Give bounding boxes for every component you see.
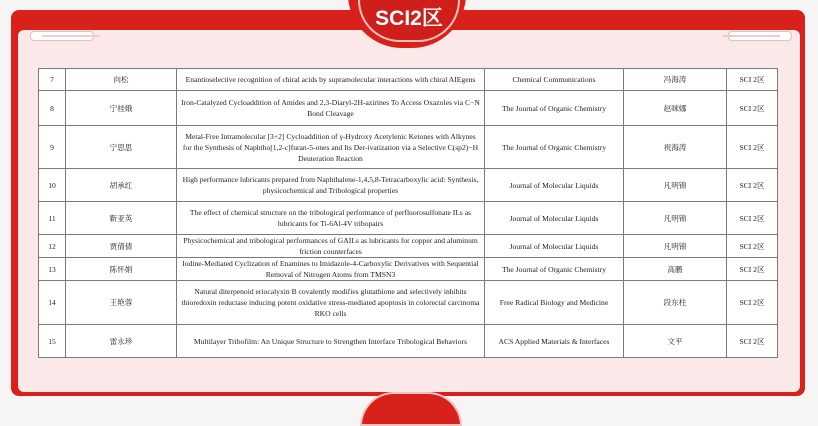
paper-title-cell: Metal-Free Intramolecular [3+2] Cycloaddition of γ-Hydroxy Acetylenic Ketones with Alkynes for the Synthesis of Naphtho[1,2-c]furan-5-ones and Its Der-ivatization via a Selective C(sp2)−H Deuteration Reaction (177, 126, 485, 169)
row-number: 8 (39, 91, 66, 126)
paper-table-container (38, 68, 777, 358)
journal-cell: The Journal of Organic Chemistry (485, 258, 624, 281)
sci-level-cell: SCI 2区 (727, 202, 778, 235)
supervisor-cell: 段东柱 (624, 281, 727, 325)
paper-title-cell: Natural diterpenoid eriocalyxin B covalently modifies glutathione and selectively inhibits thioredoxin reductase inducing potent oxidative stress-mediated apoptosis in colorectal carcinoma RKO cells (177, 281, 485, 325)
journal-cell: Journal of Molecular Liquids (485, 202, 624, 235)
sci-level-cell: SCI 2区 (727, 235, 778, 258)
author-cell: 宁桂娥 (66, 91, 177, 126)
sci-level-cell: SCI 2区 (727, 91, 778, 126)
sci-level-cell: SCI 2区 (727, 69, 778, 91)
paper-title-cell: Enantioselective recognition of chiral acids by supramolecular interactions with chiral AIEgens (177, 69, 485, 91)
supervisor-cell: 凡明锦 (624, 235, 727, 258)
paper-title-cell: Multilayer Tribofilm: An Unique Structure to Strengthen Interface Tribological Behaviors (177, 325, 485, 358)
journal-cell: ACS Applied Materials & Interfaces (485, 325, 624, 358)
author-cell: 陈怀娟 (66, 258, 177, 281)
supervisor-cell: 文平 (624, 325, 727, 358)
left-decoration (30, 31, 100, 41)
row-number: 14 (39, 281, 66, 325)
row-number: 11 (39, 202, 66, 235)
journal-cell: The Journal of Organic Chemistry (485, 126, 624, 169)
table-row (39, 258, 778, 281)
table-row (39, 281, 778, 325)
row-number: 13 (39, 258, 66, 281)
paper-table (38, 68, 778, 358)
journal-cell: Free Radical Biology and Medicine (485, 281, 624, 325)
paper-title-cell: The effect of chemical structure on the tribological performance of perfluorosulfonate ILs as lubricants for Ti-6Al-4V tribopairs (177, 202, 485, 235)
sci-level-cell: SCI 2区 (727, 169, 778, 202)
paper-title-cell: Physicochemical and tribological performances of GAILs as lubricants for copper and aluminum friction counterfaces (177, 235, 485, 258)
author-cell: 贾倩倩 (66, 235, 177, 258)
row-number: 9 (39, 126, 66, 169)
supervisor-cell: 祝海涛 (624, 126, 727, 169)
row-number: 10 (39, 169, 66, 202)
author-cell: 宁思思 (66, 126, 177, 169)
author-cell: 雷永珍 (66, 325, 177, 358)
author-cell: 胡承红 (66, 169, 177, 202)
sci-level-cell: SCI 2区 (727, 258, 778, 281)
paper-title-cell: Iodine-Mediated Cyclization of Enamines to Imidazole-4-Carboxylic Derivatives with Sequential Removal of Nitrogen Atoms from TMSN3 (177, 258, 485, 281)
author-cell: 王艳蓉 (66, 281, 177, 325)
table-row (39, 325, 778, 358)
right-decoration (722, 31, 792, 41)
sci-level-cell: SCI 2区 (727, 126, 778, 169)
journal-cell: The Journal of Organic Chemistry (485, 91, 624, 126)
journal-cell: Chemical Communications (485, 69, 624, 91)
paper-title-cell: High performance lubricants prepared from Naphthalene-1,4,5,8-Tetracarboxylic acid: Synthesis, physicochemical and Tribological properties (177, 169, 485, 202)
table-row (39, 202, 778, 235)
supervisor-cell: 冯海涛 (624, 69, 727, 91)
supervisor-cell: 凡明锦 (624, 202, 727, 235)
supervisor-cell: 赵咪娜 (624, 91, 727, 126)
author-cell: 向松 (66, 69, 177, 91)
journal-cell: Journal of Molecular Liquids (485, 169, 624, 202)
row-number: 12 (39, 235, 66, 258)
table-row (39, 169, 778, 202)
table-row (39, 126, 778, 169)
table-row (39, 69, 778, 91)
bottom-badge-arc (360, 392, 462, 426)
sci-level-cell: SCI 2区 (727, 281, 778, 325)
author-cell: 靳亚英 (66, 202, 177, 235)
row-number: 15 (39, 325, 66, 358)
supervisor-cell: 凡明锦 (624, 169, 727, 202)
journal-cell: Journal of Molecular Liquids (485, 235, 624, 258)
supervisor-cell: 高鹏 (624, 258, 727, 281)
row-number: 7 (39, 69, 66, 91)
table-row (39, 91, 778, 126)
sci-level-badge: SCI2区 (358, 0, 460, 42)
paper-title-cell: Iron-Catalyzed Cycloaddition of Amides and 2,3-Diaryl-2H-azirines To Access Oxazoles via C−N Bond Cleavage (177, 91, 485, 126)
sci-level-cell: SCI 2区 (727, 325, 778, 358)
table-row (39, 235, 778, 258)
